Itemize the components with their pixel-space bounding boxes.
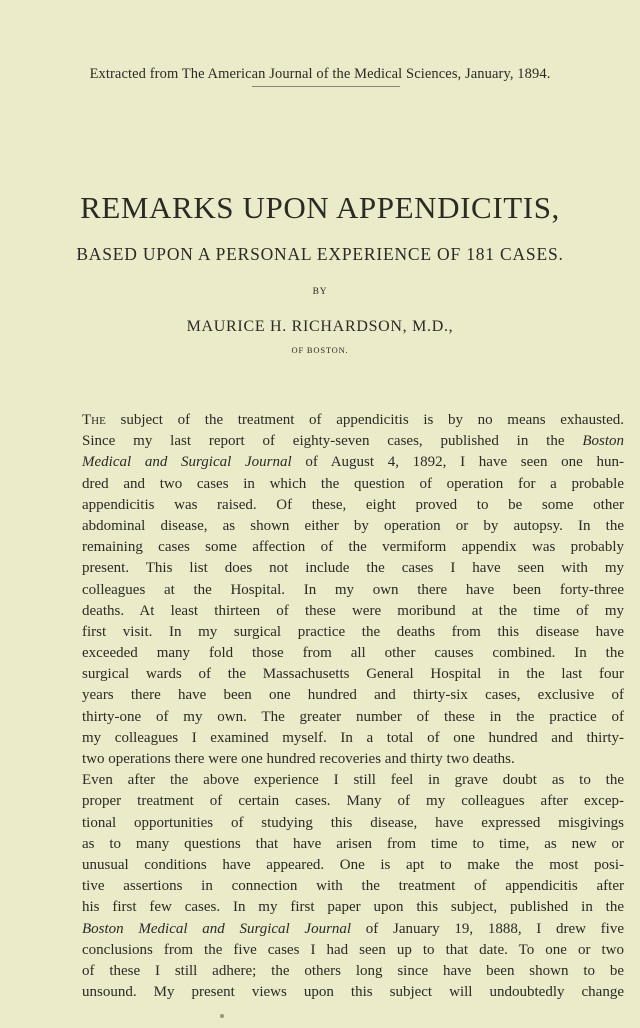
article-title: REMARKS UPON APPENDICITIS, [80,190,560,225]
body-line [82,982,624,1003]
page-speck [220,1014,224,1018]
body-text-run: The [82,412,121,428]
body-text-run: conclusions from the five cases I had seen up to that date. To one or two [82,941,624,958]
body-text-run: first visit. In my surgical practice the deaths from this disease have [82,623,624,640]
body-line [82,474,624,495]
article-body [82,410,624,1003]
body-text-run: deaths. At least thirteen of these were moribund at the time of my [82,602,624,619]
body-line [82,622,624,643]
body-line [82,452,624,473]
body-text-run: surgical wards of the Massachusetts General Hospital in the last four [82,666,624,683]
author-name: MAURICE H. RICHARDSON, M.D., [186,318,454,335]
body-line [82,580,624,601]
body-text-run: proper treatment of certain cases. Many of my colleagues after excep- [82,793,624,810]
italic-title-text: Medical and Surgical Journal [82,454,292,471]
body-line [82,834,624,855]
body-text-run: my colleagues I examined myself. In a total of one hundred and thirty- [82,729,624,746]
body-text-run: colleagues at the Hospital. In my own there have been forty-three [82,581,624,598]
body-line [82,770,624,791]
body-text-run: tional opportunities of studying this disease, have expressed misgivings [82,814,624,831]
body-line [82,897,624,918]
body-text-run: as to many questions that have arisen from time to time, as new or [82,835,624,852]
article-subtitle: BASED UPON A PERSONAL EXPERIENCE OF 181 CASES. [76,244,564,264]
body-text-run: tive assertions in connection with the treatment of appendicitis after [82,878,624,895]
body-text-run: abdominal disease, as shown either by operation or by autopsy. In the [82,517,624,534]
body-line [82,961,624,982]
body-line [82,855,624,876]
body-line [82,919,624,940]
body-text-run: subject of the treatment of appendicitis is by no means exhausted. [120,412,624,428]
body-text-run: unsound. My present views upon this subject will undoubtedly change [82,984,624,1001]
body-text-run: remaining cases some affection of the vermiform appendix was probably [82,539,624,556]
body-line [82,495,624,516]
body-line [82,601,624,622]
body-line [82,558,624,579]
byline-by: BY [312,287,328,297]
author-affiliation: OF BOSTON. [291,345,349,355]
body-line [82,749,624,770]
body-text-run: unusual conditions have appeared. One is apt to make the most posi- [82,856,624,873]
body-text-run: years there have been one hundred and thirty-six cases, exclusive of [82,687,624,704]
body-line [82,664,624,685]
body-text-run: Since my last report of eighty-seven cases, published in the [82,433,583,450]
body-line [82,410,624,431]
body-text-run: Even after the above experience I still feel in grave doubt as to the [82,772,624,789]
body-text-run: his first few cases. In my first paper upon this subject, published in the [82,899,624,916]
body-line [82,813,624,834]
body-text-run: exceeded many fold those from all other causes combined. In the [82,645,624,662]
body-line [82,728,624,749]
body-text-run: thirty-one of my own. The greater number of these in the practice of [82,708,624,725]
body-line [82,791,624,812]
body-text-run: present. This list does not include the cases I have seen with my [82,560,624,577]
body-line [82,537,624,558]
body-text-run: appendicitis was raised. Of these, eight proved to be some other [82,496,624,513]
body-line [82,643,624,664]
body-line [82,707,624,728]
italic-title-text: Boston [582,433,624,450]
body-line [82,940,624,961]
body-line [82,516,624,537]
header-rule [252,86,400,87]
body-line [82,431,624,452]
body-text-run: of these I still adhere; the others long since have been shown to be [82,962,624,979]
body-text-run: of January 19, 1888, I drew five [351,920,624,937]
extract-source-line: Extracted from The American Journal of the Medical Sciences, January, 1894. [89,66,551,82]
body-text-run: dred and two cases in which the question of operation for a probable [82,475,624,492]
body-text-run: of August 4, 1892, I have seen one hun- [291,454,624,471]
body-text-run: two operations there were one hundred recoveries and thirty two deaths. [82,751,515,767]
italic-title-text: Boston Medical and Surgical Journal [82,920,352,937]
body-line [82,876,624,897]
body-line [82,685,624,706]
